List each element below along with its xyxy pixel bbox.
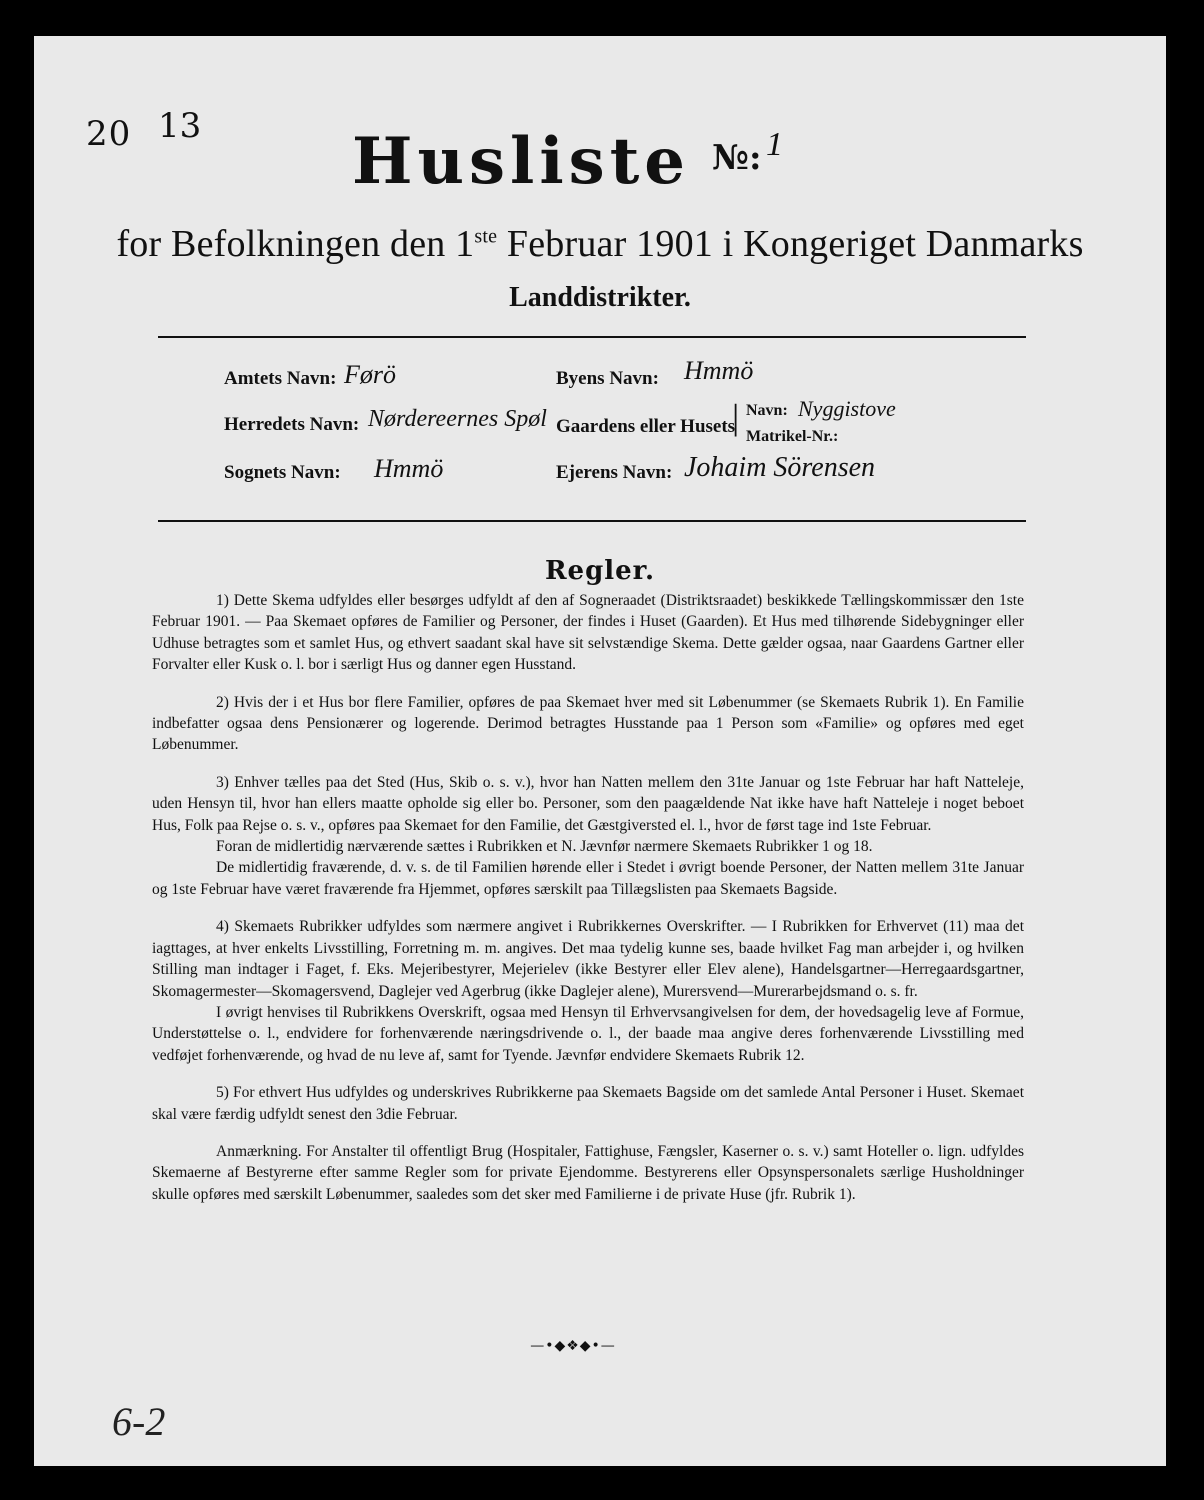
herred-label: Herredets Navn: <box>224 414 360 435</box>
by-value: Hmmö <box>684 356 754 385</box>
ornament-divider: —•◆❖◆•— <box>530 1338 616 1354</box>
form-subtitle <box>34 222 1166 266</box>
matrikel-label: Matrikel-Nr.: <box>746 428 839 445</box>
rule-4: 4) Skemaets Rubrikker udfyldes som nærmere angivet i Rubrikkernes Overskrifter. — I Rubrikken for Erhvervet (11) maa det iagttages, at hver enkelts Livsstilling, Forretning m. m. angives. Det maa tydelig kunne ses, baade hvilket Fag man arbejder i, og hvilken Stilling man indtager i Faget, f. Eks. Mejeribestyrer, Mejerielev (ikke Bestyrer eller Elev alene), Handelsgartner—Herregaardsgartner, Skomagermester—Skomagersvend, Daglejer ved Agerbrug (ikke Daglejer alene), Murersvend—Murerarbejdsmand o. s. fr. <box>152 918 1024 1000</box>
ejer-label: Ejerens Navn: <box>556 462 673 483</box>
bracket: | <box>732 397 740 437</box>
subtitle-post: Februar 1901 i Kongeriget Danmarks <box>497 223 1084 265</box>
bottom-handwritten-note: 6-2 <box>112 1399 166 1444</box>
district-label: Landdistrikter. <box>509 282 691 313</box>
rule-2: 2) Hvis der i et Hus bor flere Familier, opføres de paa Skemaet hver med sit Løbenummer (se Skemaets Rubrik 1). En Familie indbefatter ogsaa dens Pensionærer og logerende. Derimod betragtes Husstande paa 1 Person som «Familie» og opføres med eget Løbenummer. <box>152 693 1024 754</box>
rule-5: 5) For ethvert Hus udfyldes og underskrives Rubrikkerne paa Skemaets Bagside om det samlede Antal Personer i Huset. Skemaet skal være færdig udfyldt senest den 3die Februar. <box>152 1084 1024 1123</box>
ejer-value: Johaim Sörensen <box>684 452 876 483</box>
rule-note: Anmærkning. For Anstalter til offentligt Brug (Hospitaler, Fattighuse, Fængsler, Kaserner o. s. v.) samt Hoteller o. lign. udfyldes Skemaerne af Bestyrerne efter samme Regler som for private Ejendomme. Bestyrerens eller Opsynspersonalets særlige Husholdninger skulle opføres med særskilt Løbenummer, saaledes som det sker med Familierne i de private Huse (jfr. Rubrik 1). <box>152 1142 1024 1203</box>
form-title: Husliste <box>352 124 690 199</box>
sogn-label: Sognets Navn: <box>224 462 341 483</box>
subtitle-pre: for Befolkningen den 1 <box>116 223 475 265</box>
gaard-navn-label: Navn: <box>746 402 788 419</box>
top-rule <box>158 336 1026 338</box>
rule-4b: I øvrigt henvises til Rubrikkens Overskrift, ogsaa med Hensyn til Erhvervsangivelsen for dem, der hovedsagelig leve af Formue, Understøttelse o. l., endvidere for forhenværende næringsdrivende o. l., der baade maa angive deres forhenværende Livsstilling med vedføjet forhenværende, og hvad de nu leve af, samt for Tyende. Jævnfør endvidere Skemaets Rubrik 12. <box>152 1003 1024 1064</box>
amt-label: Amtets Navn: <box>224 368 337 389</box>
rule-3c: De midlertidig fraværende, d. v. s. de til Familien hørende eller i Stedet i øvrigt boende Personer, der Natten mellem 31te Januar og 1ste Februar have været fraværende fra Hjemmet, opføres særskilt paa Tillægslisten paa Skemaets Bagside. <box>152 859 1024 898</box>
page-number-left: 20 <box>86 114 132 154</box>
census-form-page <box>34 36 1166 1466</box>
herred-value: Nørdereernes Spøl <box>368 406 547 432</box>
gaard-navn-value: Nyggistove <box>798 396 896 421</box>
page-number-right: 13 <box>158 106 202 146</box>
rule-1: 1) Dette Skema udfyldes eller besørges udfyldt af den af Sogneraadet (Distriktsraadet) beskikkede Tællingskommissær den 1ste Februar 1901. — Paa Skemaet opføres de Familier og Personer, der findes i Huset (Gaarden). Et Hus med tilhørende Sidebygninger eller Udhuse betragtes som et samlet Hus, og ethvert saadant skal have sit selvstændige Skema. Dette gælder ogsaa, naar Gaardens Gartner eller Forvalter eller Kusk o. l. bor i særligt Hus og danner egen Husstand. <box>152 592 1024 674</box>
bottom-rule <box>158 520 1026 522</box>
subtitle-sup: ste <box>474 225 498 248</box>
rules-heading: Regler. <box>544 556 656 586</box>
number-value: 1 <box>766 126 783 163</box>
amt-value: Førö <box>344 360 396 389</box>
rule-3: 3) Enhver tælles paa det Sted (Hus, Skib o. s. v.), hvor han Natten mellem den 31te Januar og 1ste Februar har haft Natteleje, uden Hensyn til, hvor han ellers maatte opholde sig eller bo. Personer, som den paagældende Nat ikke have haft Natteleje i noget beboet Hus, Folk paa Rejse o. s. v., opføres paa Skemaet for den Familie, det Gæstgiversted el. l., hvor de først tage ind 1ste Februar. <box>152 773 1024 834</box>
rules-body <box>152 590 1024 1221</box>
sogn-value: Hmmö <box>374 454 444 483</box>
gaard-label: Gaardens eller Husets <box>556 416 736 437</box>
by-label: Byens Navn: <box>556 368 659 389</box>
number-label: №: <box>712 138 762 178</box>
rule-3b: Foran de midlertidig nærværende sættes i Rubrikken et N. Jævnfør nærmere Skemaets Rubrikker 1 og 18. <box>216 838 873 856</box>
